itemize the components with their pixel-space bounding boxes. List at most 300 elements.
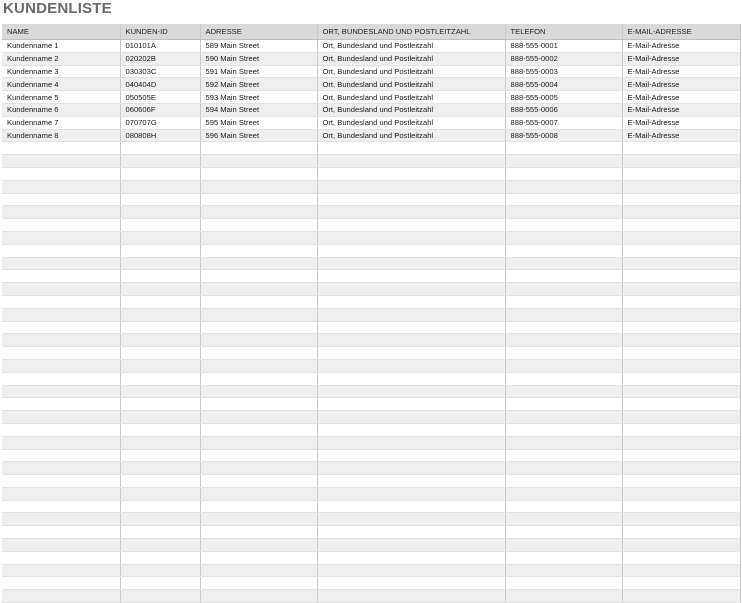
cell-email[interactable] (622, 577, 740, 590)
cell-customer-id[interactable] (120, 167, 200, 180)
table-row (2, 65, 740, 78)
cell-email[interactable] (622, 193, 740, 206)
cell-city-state-zip[interactable]: Ort, Bundesland und Postleitzahl (317, 40, 505, 53)
cell-city-state-zip[interactable] (317, 231, 505, 244)
cell-email[interactable] (622, 155, 740, 168)
cell-city-state-zip[interactable] (317, 347, 505, 360)
cell-customer-id[interactable]: 060606F (120, 103, 200, 116)
cell-name[interactable]: Kundenname 8 (2, 129, 120, 142)
cell-address[interactable] (200, 551, 317, 564)
cell-email[interactable] (622, 321, 740, 334)
cell-phone[interactable] (505, 513, 622, 526)
cell-address[interactable] (200, 359, 317, 372)
cell-address[interactable] (200, 513, 317, 526)
cell-city-state-zip[interactable] (317, 142, 505, 155)
column-header-address[interactable]: ADRESSE (200, 24, 317, 40)
cell-customer-id[interactable]: 010101A (120, 40, 200, 53)
cell-address[interactable] (200, 206, 317, 219)
table-row (2, 40, 740, 53)
cell-city-state-zip[interactable] (317, 564, 505, 577)
cell-email[interactable]: E-Mail-Adresse (622, 129, 740, 142)
cell-address[interactable] (200, 423, 317, 436)
cell-customer-id[interactable] (120, 526, 200, 539)
cell-address[interactable] (200, 257, 317, 270)
cell-email[interactable]: E-Mail-Adresse (622, 91, 740, 104)
cell-name[interactable] (2, 308, 120, 321)
cell-phone[interactable]: 888-555-0005 (505, 91, 622, 104)
cell-customer-id[interactable] (120, 462, 200, 475)
column-header-name[interactable]: NAME (2, 24, 120, 40)
cell-city-state-zip[interactable] (317, 539, 505, 552)
cell-phone[interactable] (505, 347, 622, 360)
cell-name[interactable] (2, 590, 120, 603)
table-row (2, 500, 740, 513)
cell-phone[interactable] (505, 551, 622, 564)
cell-city-state-zip[interactable] (317, 487, 505, 500)
cell-phone[interactable] (505, 385, 622, 398)
cell-phone[interactable] (505, 487, 622, 500)
cell-phone[interactable] (505, 142, 622, 155)
cell-address[interactable] (200, 449, 317, 462)
cell-phone[interactable] (505, 308, 622, 321)
cell-name[interactable] (2, 231, 120, 244)
cell-name[interactable]: Kundenname 1 (2, 40, 120, 53)
cell-address[interactable] (200, 385, 317, 398)
column-header-email[interactable]: E-MAIL-ADRESSE (622, 24, 740, 40)
cell-email[interactable] (622, 180, 740, 193)
cell-address[interactable] (200, 590, 317, 603)
column-header-city-state-zip[interactable]: ORT, BUNDESLAND UND POSTLEITZAHL (317, 24, 505, 40)
cell-name[interactable] (2, 167, 120, 180)
cell-phone[interactable] (505, 475, 622, 488)
cell-email[interactable] (622, 539, 740, 552)
cell-address[interactable] (200, 155, 317, 168)
table-row (2, 270, 740, 283)
cell-address[interactable]: 592 Main Street (200, 78, 317, 91)
cell-customer-id[interactable] (120, 551, 200, 564)
cell-customer-id[interactable]: 070707G (120, 116, 200, 129)
cell-city-state-zip[interactable]: Ort, Bundesland und Postleitzahl (317, 78, 505, 91)
cell-email[interactable] (622, 244, 740, 257)
cell-name[interactable] (2, 206, 120, 219)
cell-phone[interactable]: 888-555-0007 (505, 116, 622, 129)
cell-phone[interactable]: 888-555-0003 (505, 65, 622, 78)
cell-address[interactable]: 596 Main Street (200, 129, 317, 142)
cell-name[interactable] (2, 219, 120, 232)
cell-phone[interactable] (505, 372, 622, 385)
table-body (2, 40, 740, 603)
cell-customer-id[interactable] (120, 257, 200, 270)
cell-customer-id[interactable] (120, 513, 200, 526)
table-row (2, 372, 740, 385)
table-row (2, 193, 740, 206)
cell-customer-id[interactable]: 040404D (120, 78, 200, 91)
table-row (2, 385, 740, 398)
cell-phone[interactable] (505, 539, 622, 552)
cell-address[interactable]: 593 Main Street (200, 91, 317, 104)
cell-email[interactable]: E-Mail-Adresse (622, 65, 740, 78)
cell-customer-id[interactable] (120, 193, 200, 206)
cell-name[interactable] (2, 270, 120, 283)
cell-name[interactable] (2, 295, 120, 308)
cell-customer-id[interactable] (120, 385, 200, 398)
cell-email[interactable] (622, 513, 740, 526)
cell-city-state-zip[interactable]: Ort, Bundesland und Postleitzahl (317, 129, 505, 142)
cell-city-state-zip[interactable] (317, 155, 505, 168)
cell-city-state-zip[interactable] (317, 436, 505, 449)
cell-name[interactable] (2, 257, 120, 270)
cell-phone[interactable] (505, 244, 622, 257)
cell-city-state-zip[interactable] (317, 295, 505, 308)
cell-phone[interactable] (505, 206, 622, 219)
table-row (2, 52, 740, 65)
cell-email[interactable] (622, 347, 740, 360)
cell-email[interactable] (622, 590, 740, 603)
cell-phone[interactable]: 888-555-0002 (505, 52, 622, 65)
cell-customer-id[interactable] (120, 423, 200, 436)
cell-name[interactable] (2, 283, 120, 296)
cell-city-state-zip[interactable] (317, 321, 505, 334)
cell-phone[interactable]: 888-555-0001 (505, 40, 622, 53)
cell-city-state-zip[interactable] (317, 577, 505, 590)
cell-customer-id[interactable] (120, 436, 200, 449)
cell-city-state-zip[interactable] (317, 270, 505, 283)
cell-customer-id[interactable] (120, 206, 200, 219)
cell-address[interactable]: 595 Main Street (200, 116, 317, 129)
cell-phone[interactable]: 888-555-0004 (505, 78, 622, 91)
cell-name[interactable] (2, 462, 120, 475)
cell-customer-id[interactable]: 020202B (120, 52, 200, 65)
cell-email[interactable] (622, 231, 740, 244)
cell-email[interactable] (622, 142, 740, 155)
cell-address[interactable] (200, 283, 317, 296)
cell-name[interactable]: Kundenname 6 (2, 103, 120, 116)
cell-address[interactable] (200, 526, 317, 539)
cell-address[interactable] (200, 180, 317, 193)
table-row (2, 231, 740, 244)
cell-phone[interactable] (505, 398, 622, 411)
cell-city-state-zip[interactable] (317, 462, 505, 475)
cell-email[interactable] (622, 526, 740, 539)
cell-email[interactable] (622, 462, 740, 475)
cell-phone[interactable] (505, 180, 622, 193)
cell-phone[interactable] (505, 193, 622, 206)
table-row (2, 411, 740, 424)
cell-name[interactable] (2, 321, 120, 334)
cell-name[interactable] (2, 142, 120, 155)
cell-customer-id[interactable] (120, 449, 200, 462)
table-row (2, 257, 740, 270)
cell-email[interactable] (622, 411, 740, 424)
table-row (2, 129, 740, 142)
cell-city-state-zip[interactable] (317, 526, 505, 539)
cell-address[interactable] (200, 462, 317, 475)
cell-email[interactable] (622, 398, 740, 411)
cell-email[interactable] (622, 564, 740, 577)
cell-city-state-zip[interactable] (317, 334, 505, 347)
cell-email[interactable] (622, 423, 740, 436)
cell-phone[interactable] (505, 577, 622, 590)
cell-email[interactable] (622, 500, 740, 513)
cell-name[interactable] (2, 513, 120, 526)
cell-address[interactable] (200, 167, 317, 180)
cell-customer-id[interactable] (120, 219, 200, 232)
cell-address[interactable] (200, 193, 317, 206)
cell-city-state-zip[interactable] (317, 257, 505, 270)
cell-email[interactable] (622, 449, 740, 462)
cell-address[interactable] (200, 142, 317, 155)
cell-customer-id[interactable] (120, 411, 200, 424)
cell-city-state-zip[interactable] (317, 372, 505, 385)
cell-phone[interactable] (505, 257, 622, 270)
cell-city-state-zip[interactable] (317, 398, 505, 411)
table-row (2, 167, 740, 180)
cell-email[interactable] (622, 270, 740, 283)
cell-email[interactable] (622, 334, 740, 347)
table-row (2, 295, 740, 308)
cell-email[interactable] (622, 551, 740, 564)
table-row (2, 564, 740, 577)
cell-city-state-zip[interactable] (317, 244, 505, 257)
cell-name[interactable]: Kundenname 3 (2, 65, 120, 78)
cell-customer-id[interactable] (120, 308, 200, 321)
cell-city-state-zip[interactable] (317, 219, 505, 232)
cell-address[interactable] (200, 295, 317, 308)
cell-phone[interactable] (505, 270, 622, 283)
cell-email[interactable] (622, 283, 740, 296)
cell-customer-id[interactable] (120, 155, 200, 168)
cell-phone[interactable] (505, 321, 622, 334)
cell-email[interactable] (622, 167, 740, 180)
cell-customer-id[interactable] (120, 475, 200, 488)
cell-name[interactable] (2, 244, 120, 257)
cell-city-state-zip[interactable] (317, 513, 505, 526)
cell-address[interactable] (200, 231, 317, 244)
cell-customer-id[interactable] (120, 347, 200, 360)
cell-email[interactable]: E-Mail-Adresse (622, 103, 740, 116)
cell-phone[interactable] (505, 295, 622, 308)
cell-email[interactable] (622, 219, 740, 232)
cell-customer-id[interactable] (120, 270, 200, 283)
cell-address[interactable] (200, 577, 317, 590)
cell-customer-id[interactable]: 030303C (120, 65, 200, 78)
cell-email[interactable] (622, 295, 740, 308)
cell-customer-id[interactable] (120, 231, 200, 244)
cell-email[interactable] (622, 206, 740, 219)
cell-city-state-zip[interactable] (317, 385, 505, 398)
cell-address[interactable] (200, 308, 317, 321)
table-row (2, 283, 740, 296)
cell-name[interactable] (2, 564, 120, 577)
cell-name[interactable] (2, 385, 120, 398)
cell-name[interactable] (2, 193, 120, 206)
cell-city-state-zip[interactable]: Ort, Bundesland und Postleitzahl (317, 91, 505, 104)
cell-customer-id[interactable] (120, 500, 200, 513)
cell-customer-id[interactable] (120, 283, 200, 296)
cell-phone[interactable] (505, 564, 622, 577)
cell-customer-id[interactable] (120, 539, 200, 552)
cell-name[interactable] (2, 551, 120, 564)
cell-email[interactable]: E-Mail-Adresse (622, 78, 740, 91)
cell-name[interactable] (2, 334, 120, 347)
cell-name[interactable]: Kundenname 4 (2, 78, 120, 91)
table-header-row (2, 24, 740, 40)
cell-address[interactable] (200, 436, 317, 449)
cell-email[interactable] (622, 359, 740, 372)
cell-email[interactable] (622, 385, 740, 398)
cell-address[interactable]: 590 Main Street (200, 52, 317, 65)
cell-city-state-zip[interactable] (317, 193, 505, 206)
cell-address[interactable] (200, 334, 317, 347)
cell-customer-id[interactable] (120, 372, 200, 385)
cell-name[interactable] (2, 475, 120, 488)
cell-phone[interactable] (505, 155, 622, 168)
cell-city-state-zip[interactable] (317, 449, 505, 462)
table-row (2, 206, 740, 219)
cell-city-state-zip[interactable] (317, 500, 505, 513)
cell-customer-id[interactable]: 050505E (120, 91, 200, 104)
cell-phone[interactable] (505, 167, 622, 180)
cell-phone[interactable] (505, 411, 622, 424)
cell-name[interactable] (2, 487, 120, 500)
cell-customer-id[interactable] (120, 590, 200, 603)
cell-city-state-zip[interactable]: Ort, Bundesland und Postleitzahl (317, 52, 505, 65)
cell-customer-id[interactable] (120, 564, 200, 577)
cell-address[interactable] (200, 411, 317, 424)
cell-address[interactable] (200, 347, 317, 360)
cell-city-state-zip[interactable] (317, 206, 505, 219)
cell-phone[interactable] (505, 436, 622, 449)
cell-address[interactable]: 591 Main Street (200, 65, 317, 78)
cell-email[interactable]: E-Mail-Adresse (622, 52, 740, 65)
cell-name[interactable] (2, 359, 120, 372)
cell-customer-id[interactable] (120, 142, 200, 155)
cell-phone[interactable] (505, 283, 622, 296)
cell-address[interactable]: 594 Main Street (200, 103, 317, 116)
cell-name[interactable] (2, 423, 120, 436)
cell-name[interactable] (2, 500, 120, 513)
cell-city-state-zip[interactable] (317, 180, 505, 193)
cell-address[interactable] (200, 372, 317, 385)
cell-phone[interactable] (505, 449, 622, 462)
table-row (2, 347, 740, 360)
cell-customer-id[interactable] (120, 180, 200, 193)
cell-name[interactable] (2, 449, 120, 462)
cell-name[interactable] (2, 436, 120, 449)
cell-phone[interactable]: 888-555-0006 (505, 103, 622, 116)
cell-name[interactable] (2, 539, 120, 552)
column-header-customer-id[interactable]: KUNDEN-ID (120, 24, 200, 40)
cell-phone[interactable]: 888-555-0008 (505, 129, 622, 142)
cell-customer-id[interactable] (120, 577, 200, 590)
cell-address[interactable] (200, 321, 317, 334)
cell-city-state-zip[interactable]: Ort, Bundesland und Postleitzahl (317, 103, 505, 116)
cell-address[interactable] (200, 487, 317, 500)
cell-address[interactable] (200, 270, 317, 283)
cell-city-state-zip[interactable] (317, 475, 505, 488)
cell-address[interactable] (200, 539, 317, 552)
cell-phone[interactable] (505, 423, 622, 436)
table-row (2, 423, 740, 436)
cell-phone[interactable] (505, 334, 622, 347)
cell-phone[interactable] (505, 359, 622, 372)
cell-name[interactable] (2, 411, 120, 424)
cell-customer-id[interactable] (120, 295, 200, 308)
cell-name[interactable] (2, 180, 120, 193)
cell-name[interactable]: Kundenname 7 (2, 116, 120, 129)
cell-phone[interactable] (505, 462, 622, 475)
cell-customer-id[interactable] (120, 321, 200, 334)
cell-email[interactable] (622, 475, 740, 488)
cell-name[interactable] (2, 372, 120, 385)
table-row (2, 308, 740, 321)
cell-address[interactable] (200, 475, 317, 488)
cell-city-state-zip[interactable] (317, 411, 505, 424)
cell-city-state-zip[interactable]: Ort, Bundesland und Postleitzahl (317, 116, 505, 129)
cell-email[interactable] (622, 372, 740, 385)
column-header-phone[interactable]: TELEFON (505, 24, 622, 40)
cell-name[interactable] (2, 155, 120, 168)
cell-phone[interactable] (505, 526, 622, 539)
table-row (2, 487, 740, 500)
cell-email[interactable] (622, 257, 740, 270)
cell-customer-id[interactable] (120, 487, 200, 500)
table-row (2, 449, 740, 462)
cell-name[interactable] (2, 347, 120, 360)
table-row (2, 180, 740, 193)
cell-email[interactable] (622, 436, 740, 449)
cell-email[interactable] (622, 487, 740, 500)
cell-city-state-zip[interactable] (317, 551, 505, 564)
cell-customer-id[interactable] (120, 359, 200, 372)
table-row (2, 398, 740, 411)
cell-address[interactable] (200, 219, 317, 232)
cell-customer-id[interactable]: 080808H (120, 129, 200, 142)
cell-city-state-zip[interactable] (317, 423, 505, 436)
table-row (2, 551, 740, 564)
cell-city-state-zip[interactable] (317, 590, 505, 603)
cell-name[interactable]: Kundenname 2 (2, 52, 120, 65)
table-row (2, 78, 740, 91)
cell-phone[interactable] (505, 590, 622, 603)
cell-address[interactable] (200, 398, 317, 411)
cell-address[interactable] (200, 564, 317, 577)
cell-city-state-zip[interactable] (317, 167, 505, 180)
cell-city-state-zip[interactable] (317, 308, 505, 321)
cell-phone[interactable] (505, 219, 622, 232)
table-row (2, 219, 740, 232)
cell-address[interactable] (200, 244, 317, 257)
cell-address[interactable] (200, 500, 317, 513)
cell-name[interactable]: Kundenname 5 (2, 91, 120, 104)
cell-customer-id[interactable] (120, 244, 200, 257)
cell-customer-id[interactable] (120, 398, 200, 411)
cell-email[interactable]: E-Mail-Adresse (622, 40, 740, 53)
table-row (2, 462, 740, 475)
cell-email[interactable] (622, 308, 740, 321)
cell-city-state-zip[interactable] (317, 283, 505, 296)
cell-name[interactable] (2, 398, 120, 411)
cell-email[interactable]: E-Mail-Adresse (622, 116, 740, 129)
cell-phone[interactable] (505, 500, 622, 513)
cell-city-state-zip[interactable]: Ort, Bundesland und Postleitzahl (317, 65, 505, 78)
cell-name[interactable] (2, 577, 120, 590)
cell-customer-id[interactable] (120, 334, 200, 347)
cell-address[interactable]: 589 Main Street (200, 40, 317, 53)
cell-name[interactable] (2, 526, 120, 539)
cell-phone[interactable] (505, 231, 622, 244)
cell-city-state-zip[interactable] (317, 359, 505, 372)
